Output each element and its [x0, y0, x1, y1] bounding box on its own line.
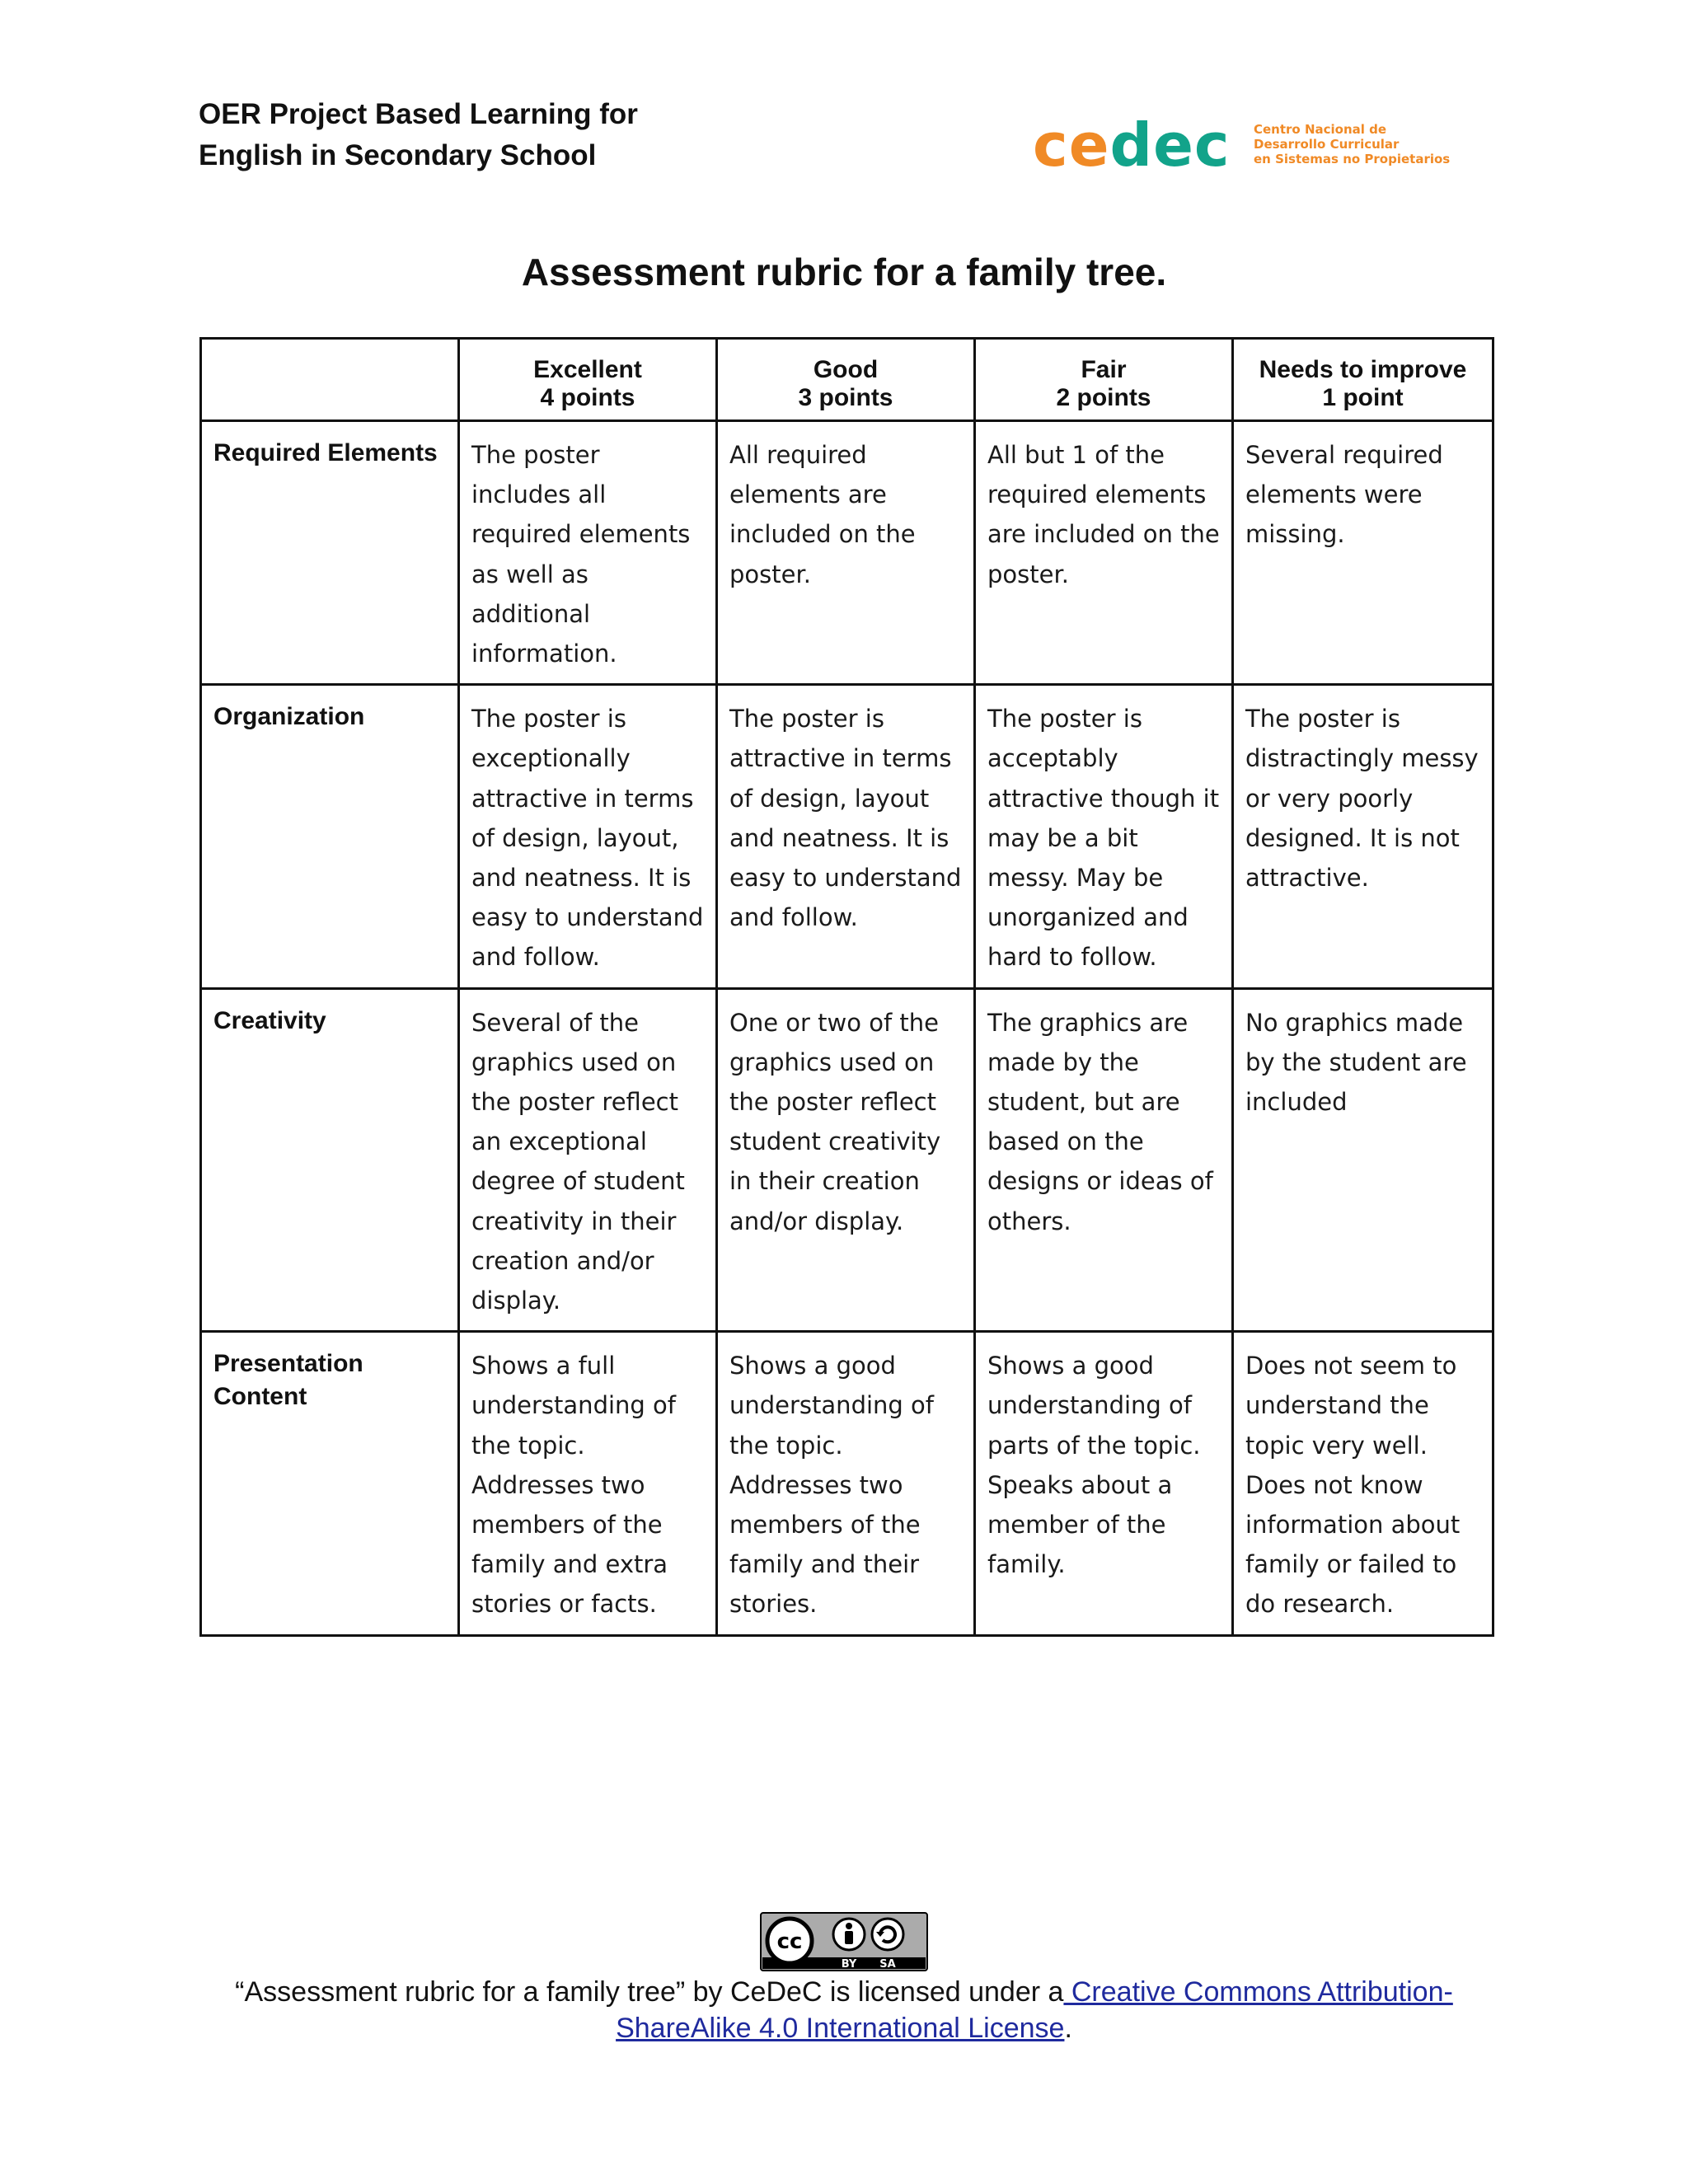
rubric-cell: No graphics made by the student are included: [1233, 988, 1493, 1332]
cedec-logo-subtitle: [1254, 122, 1484, 166]
project-title-line2: English in Secondary School: [199, 139, 597, 171]
column-level: Fair: [1081, 356, 1127, 383]
column-level: Good: [813, 356, 879, 383]
logo-sub-line2: Desarrollo Curricular: [1254, 137, 1400, 152]
rubric-row-required-elements: [201, 421, 1493, 685]
logo-sub-line1: Centro Nacional de: [1254, 122, 1387, 137]
rubric-cell: Does not seem to understand the topic very well. Does not know information about family or failed to do research.: [1233, 1332, 1493, 1635]
rubric-row-creativity: [201, 988, 1493, 1332]
license-text-end: .: [1064, 2013, 1072, 2044]
column-points: 2 points: [1056, 384, 1151, 411]
column-points: 1 point: [1322, 384, 1404, 411]
column-level: Needs to improve: [1259, 356, 1467, 383]
column-points: 3 points: [798, 384, 893, 411]
rubric-corner-cell: [201, 339, 459, 421]
rubric-cell: The poster is acceptably attractive though it may be a bit messy. May be unorganized and hard to follow.: [975, 685, 1233, 988]
cedec-logo-word: cedec: [1033, 110, 1231, 180]
license-link[interactable]: Creative Commons Attribution-ShareAlike 4.0 International License: [616, 1976, 1453, 2044]
criterion-label: Creativity: [201, 988, 459, 1332]
column-header-excellent: [459, 339, 717, 421]
rubric-table: [199, 337, 1494, 1637]
cedec-logo: [1033, 110, 1478, 180]
cc-by-sa-badge[interactable]: [760, 1912, 928, 1971]
rubric-row-organization: [201, 685, 1493, 988]
badge-sa-label: SA: [879, 1958, 896, 1971]
license-notice: [198, 1974, 1490, 2046]
rubric-cell: Shows a good understanding of the topic. Addresses two members of the family and their stories.: [717, 1332, 975, 1635]
rubric-cell: Several of the graphics used on the poster reflect an exceptional degree of student creativity in their creation and/or display.: [459, 988, 717, 1332]
rubric-row-presentation-content: [201, 1332, 1493, 1635]
rubric-cell: The poster includes all required elements as well as additional information.: [459, 421, 717, 685]
document-title: Assessment rubric for a family tree.: [521, 251, 1167, 293]
column-header-fair: [975, 339, 1233, 421]
rubric-cell: All but 1 of the required elements are included on the poster.: [975, 421, 1233, 685]
column-header-good: [717, 339, 975, 421]
logo-sub-line3: en Sistemas no Propietarios: [1254, 152, 1451, 166]
column-points: 4 points: [540, 384, 635, 411]
criterion-label: Required Elements: [201, 421, 459, 685]
column-level: Excellent: [533, 356, 642, 383]
criterion-label: Organization: [201, 685, 459, 988]
cc-icon-text: cc: [776, 1929, 803, 1954]
rubric-cell: The poster is exceptionally attractive in terms of design, layout, and neatness. It is easy to understand and follow.: [459, 685, 717, 988]
badge-by-label: BY: [841, 1958, 857, 1971]
share-alike-icon: [872, 1919, 903, 1950]
project-title-line1: OER Project Based Learning for: [199, 98, 638, 130]
rubric-cell: The graphics are made by the student, but are based on the designs or ideas of others.: [975, 988, 1233, 1332]
column-header-needs-to-improve: [1233, 339, 1493, 421]
rubric-cell: All required elements are included on the poster.: [717, 421, 975, 685]
rubric-header-row: [201, 339, 1493, 421]
project-title: [199, 94, 776, 176]
criterion-label: Presentation Content: [201, 1332, 459, 1635]
rubric-cell: The poster is attractive in terms of design, layout and neatness. It is easy to understand and follow.: [717, 685, 975, 988]
rubric-cell: Shows a full understanding of the topic. Addresses two members of the family and extra stories or facts.: [459, 1332, 717, 1635]
rubric-cell: The poster is distractingly messy or very poorly designed. It is not attractive.: [1233, 685, 1493, 988]
license-text: “Assessment rubric for a family tree” by CeDeC is licensed under a: [235, 1976, 1064, 2008]
rubric-cell: Shows a good understanding of parts of the topic. Speaks about a member of the family.: [975, 1332, 1233, 1635]
rubric-cell: Several required elements were missing.: [1233, 421, 1493, 685]
rubric-cell: One or two of the graphics used on the poster reflect student creativity in their creation and/or display.: [717, 988, 975, 1332]
